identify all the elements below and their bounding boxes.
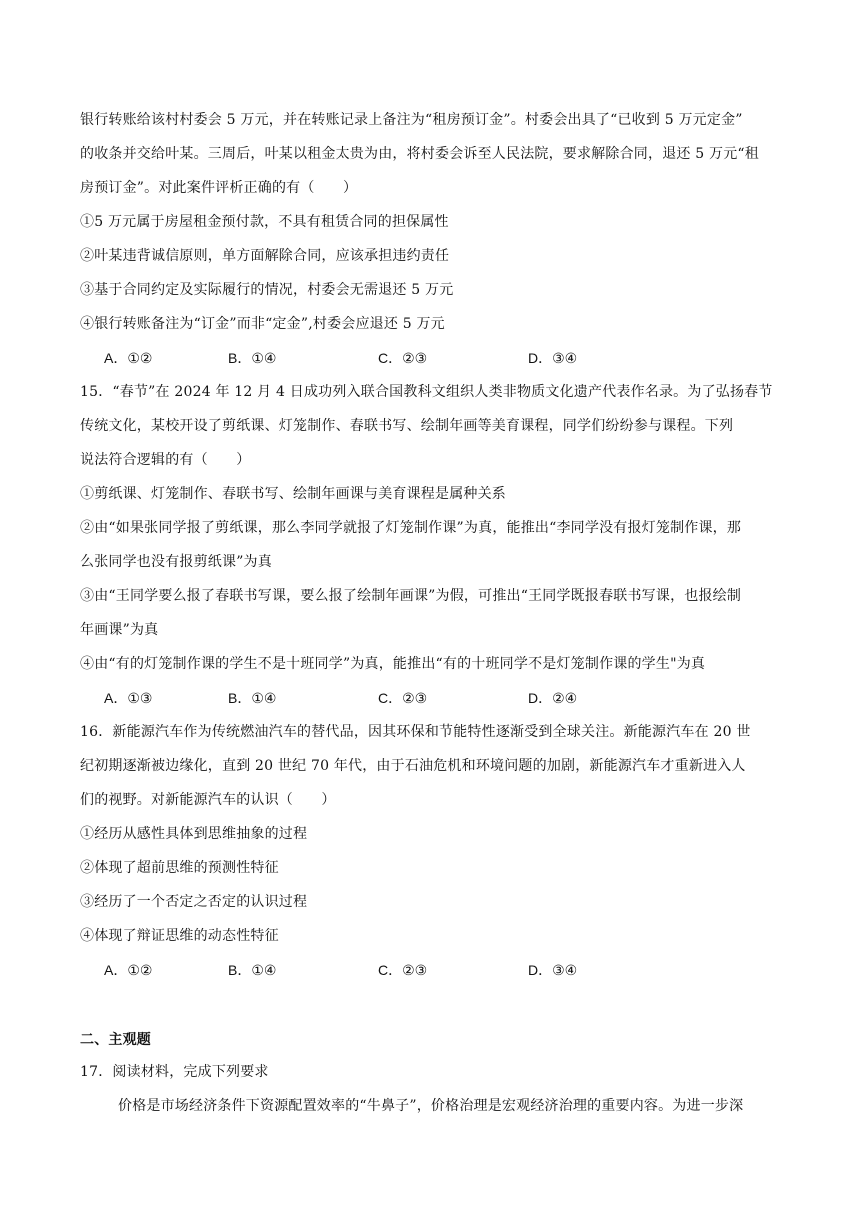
- q14-statement-2: ②叶某违背诚信原则，单方面解除合同，应该承担违约责任: [80, 248, 450, 264]
- q14-text-line-2: 的收条并交给叶某。三周后，叶某以租金太贵为由，将村委会诉至人民法院，要求解除合同，退还 5 万元“租: [80, 146, 759, 162]
- q16-statement-3: ③经历了一个否定之否定的认识过程: [80, 894, 308, 910]
- q15-statement-2: ②由“如果张同学报了剪纸课，那么李同学就报了灯笼制作课”为真，能推出“李同学没有报灯笼制作课，那: [80, 520, 742, 536]
- q16-text-line-1: 16．新能源汽车作为传统燃油汽车的替代品，因其环保和节能特性逐渐受到全球关注。新能源汽车在 20 世: [80, 724, 751, 740]
- q15-option-b: B．①④: [228, 690, 277, 707]
- section-heading: 二、主观题: [80, 1032, 151, 1048]
- q14-statement-3: ③基于合同约定及实际履行的情况，村委会无需退还 5 万元: [80, 282, 454, 298]
- q14-option-b: B．①④: [228, 350, 277, 367]
- q15-statement-4: ④由“有的灯笼制作课的学生不是十班同学”为真，能推出“有的十班同学不是灯笼制作课的学生"为真: [80, 656, 706, 672]
- q15-text-line-1: 15．“春节”在 2024 年 12 月 4 日成功列入联合国教科文组织人类非物质文化遗产代表作名录。为了弘扬春节: [80, 384, 773, 400]
- q14-text-line-1: 银行转账给该村村委会 5 万元，并在转账记录上备注为“租房预订金”。村委会出具了“已收到 5 万元定金”: [80, 112, 743, 128]
- q16-option-a: A．①②: [104, 962, 153, 979]
- q14-text-line-3: 房预订金”。对此案件评析正确的有（ ）: [80, 180, 358, 196]
- q16-statement-2: ②体现了超前思维的预测性特征: [80, 860, 279, 876]
- q17-material: 价格是市场经济条件下资源配置效率的“牛鼻子”，价格治理是宏观经济治理的重要内容。为进一步深: [118, 1098, 744, 1114]
- q14-option-d: D．③④: [528, 350, 578, 367]
- q15-text-line-3: 说法符合逻辑的有（ ）: [80, 452, 251, 468]
- q15-statement-2-cont: 么张同学也没有报剪纸课”为真: [80, 554, 272, 570]
- q15-statement-3-cont: 年画课”为真: [80, 622, 159, 638]
- q15-statement-3: ③由“王同学要么报了春联书写课，要么报了绘制年画课”为假，可推出“王同学既报春联书写课，也报绘制: [80, 588, 742, 604]
- q16-option-d: D．③④: [528, 962, 578, 979]
- q15-option-a: A．①③: [104, 690, 153, 707]
- q16-statement-1: ①经历从感性具体到思维抽象的过程: [80, 826, 308, 842]
- q16-text-line-2: 纪初期逐渐被边缘化，直到 20 世纪 70 年代，由于石油危机和环境问题的加剧，新能源汽车才重新进入人: [80, 758, 746, 774]
- q17-prompt: 17．阅读材料，完成下列要求: [80, 1064, 269, 1080]
- q14-statement-4: ④银行转账备注为“订金”而非“定金”,村委会应退还 5 万元: [80, 316, 445, 332]
- q14-option-c: C．②③: [378, 350, 428, 367]
- q16-text-line-3: 们的视野。对新能源汽车的认识（ ）: [80, 792, 336, 808]
- q15-option-c: C．②③: [378, 690, 428, 707]
- q15-option-d: D．②④: [528, 690, 578, 707]
- q16-option-b: B．①④: [228, 962, 277, 979]
- q16-option-c: C．②③: [378, 962, 428, 979]
- q14-option-a: A．①②: [104, 350, 153, 367]
- q14-statement-1: ①5 万元属于房屋租金预付款，不具有租赁合同的担保属性: [80, 214, 449, 230]
- q15-text-line-2: 传统文化，某校开设了剪纸课、灯笼制作、春联书写、绘制年画等美育课程，同学们纷纷参与课程。下列: [80, 418, 734, 434]
- q15-statement-1: ①剪纸课、灯笼制作、春联书写、绘制年画课与美育课程是属种关系: [80, 486, 506, 502]
- q16-statement-4: ④体现了辩证思维的动态性特征: [80, 928, 279, 944]
